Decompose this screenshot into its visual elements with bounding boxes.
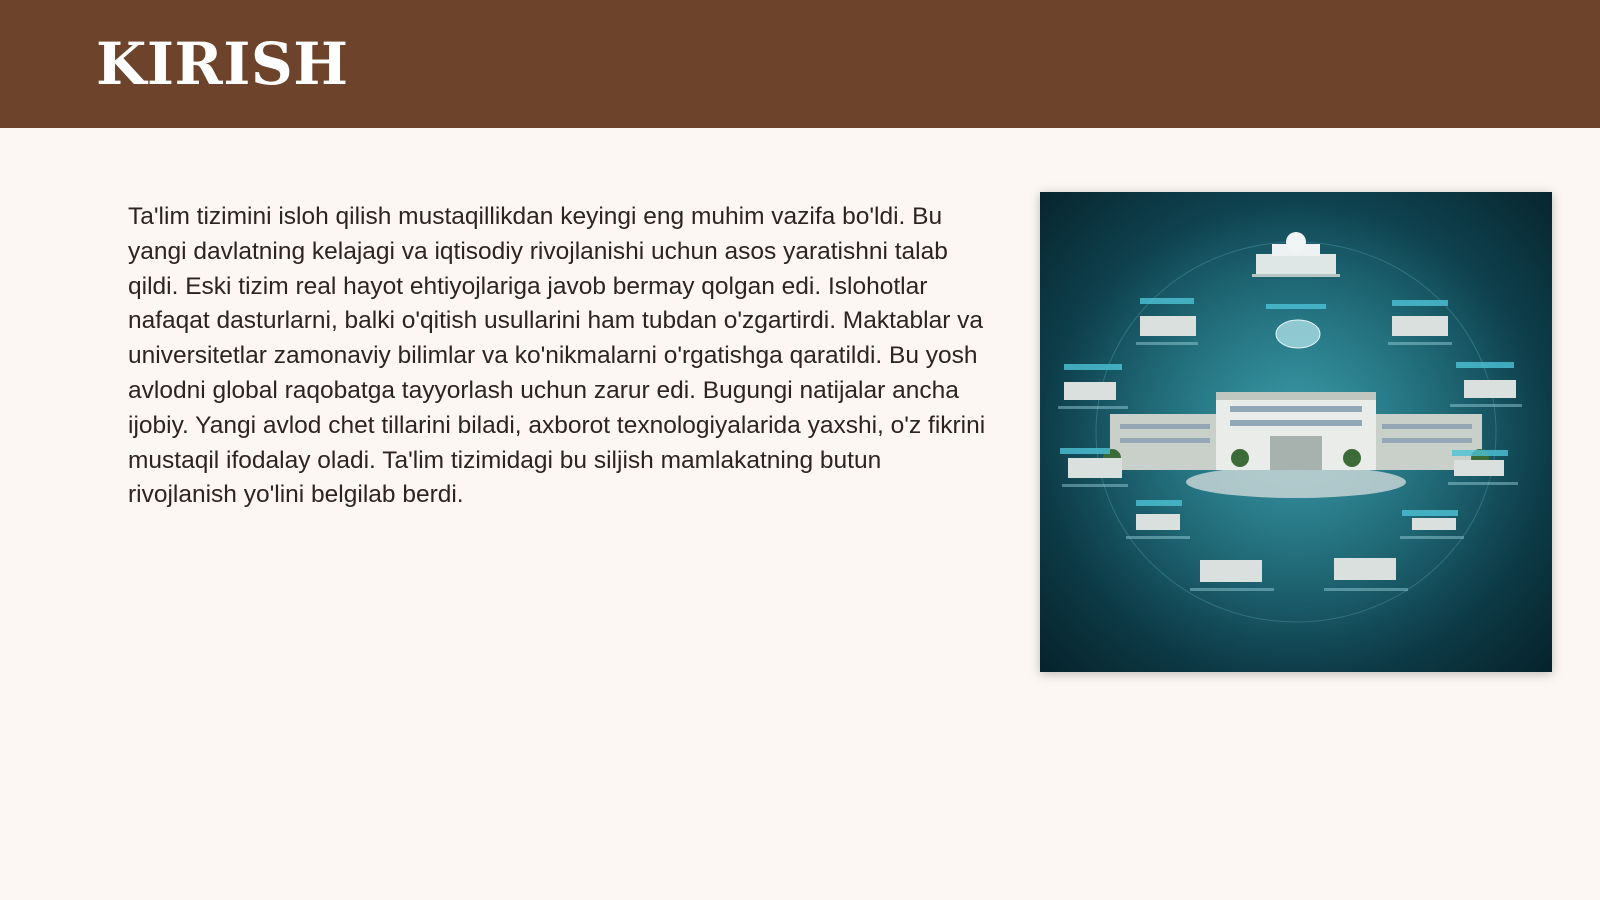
education-buildings-illustration: [1040, 192, 1552, 672]
globe-icon: [1276, 320, 1320, 348]
slide-title: KIRISH: [96, 30, 349, 98]
education-infographic-image: [1040, 192, 1552, 672]
title-bar: [0, 0, 1600, 128]
body-paragraph: Ta'lim tizimini isloh qilish mustaqillikdan keyingi eng muhim vazifa bo'ldi. Bu yangi davlatning kelajagi va iqtisodiy rivojlanishi uchun asos yaratishni talab qildi. Eski tizim real hayot ehtiyojlariga javob bermay qolgan edi. Islohotlar nafaqat dasturlarni, balki o'qitish usullarini ham tubdan o'zgartirdi. Maktablar va universitetlar zamonaviy bilimlar va ko'nikmalarni o'rgatishga qaratildi. Bu yosh avlodni global raqobatga tayyorlash uchun zarur edi. Bugungi natijalar ancha ijobiy. Yangi avlod chet tillarini biladi, axborot texnologiyalarida yaxshi, o'z fikrini mustaqil ifodalay oladi. Ta'lim tizimidagi bu siljish mamlakatning butun rivojlanish yo'lini belgilab berdi.: [128, 203, 986, 509]
